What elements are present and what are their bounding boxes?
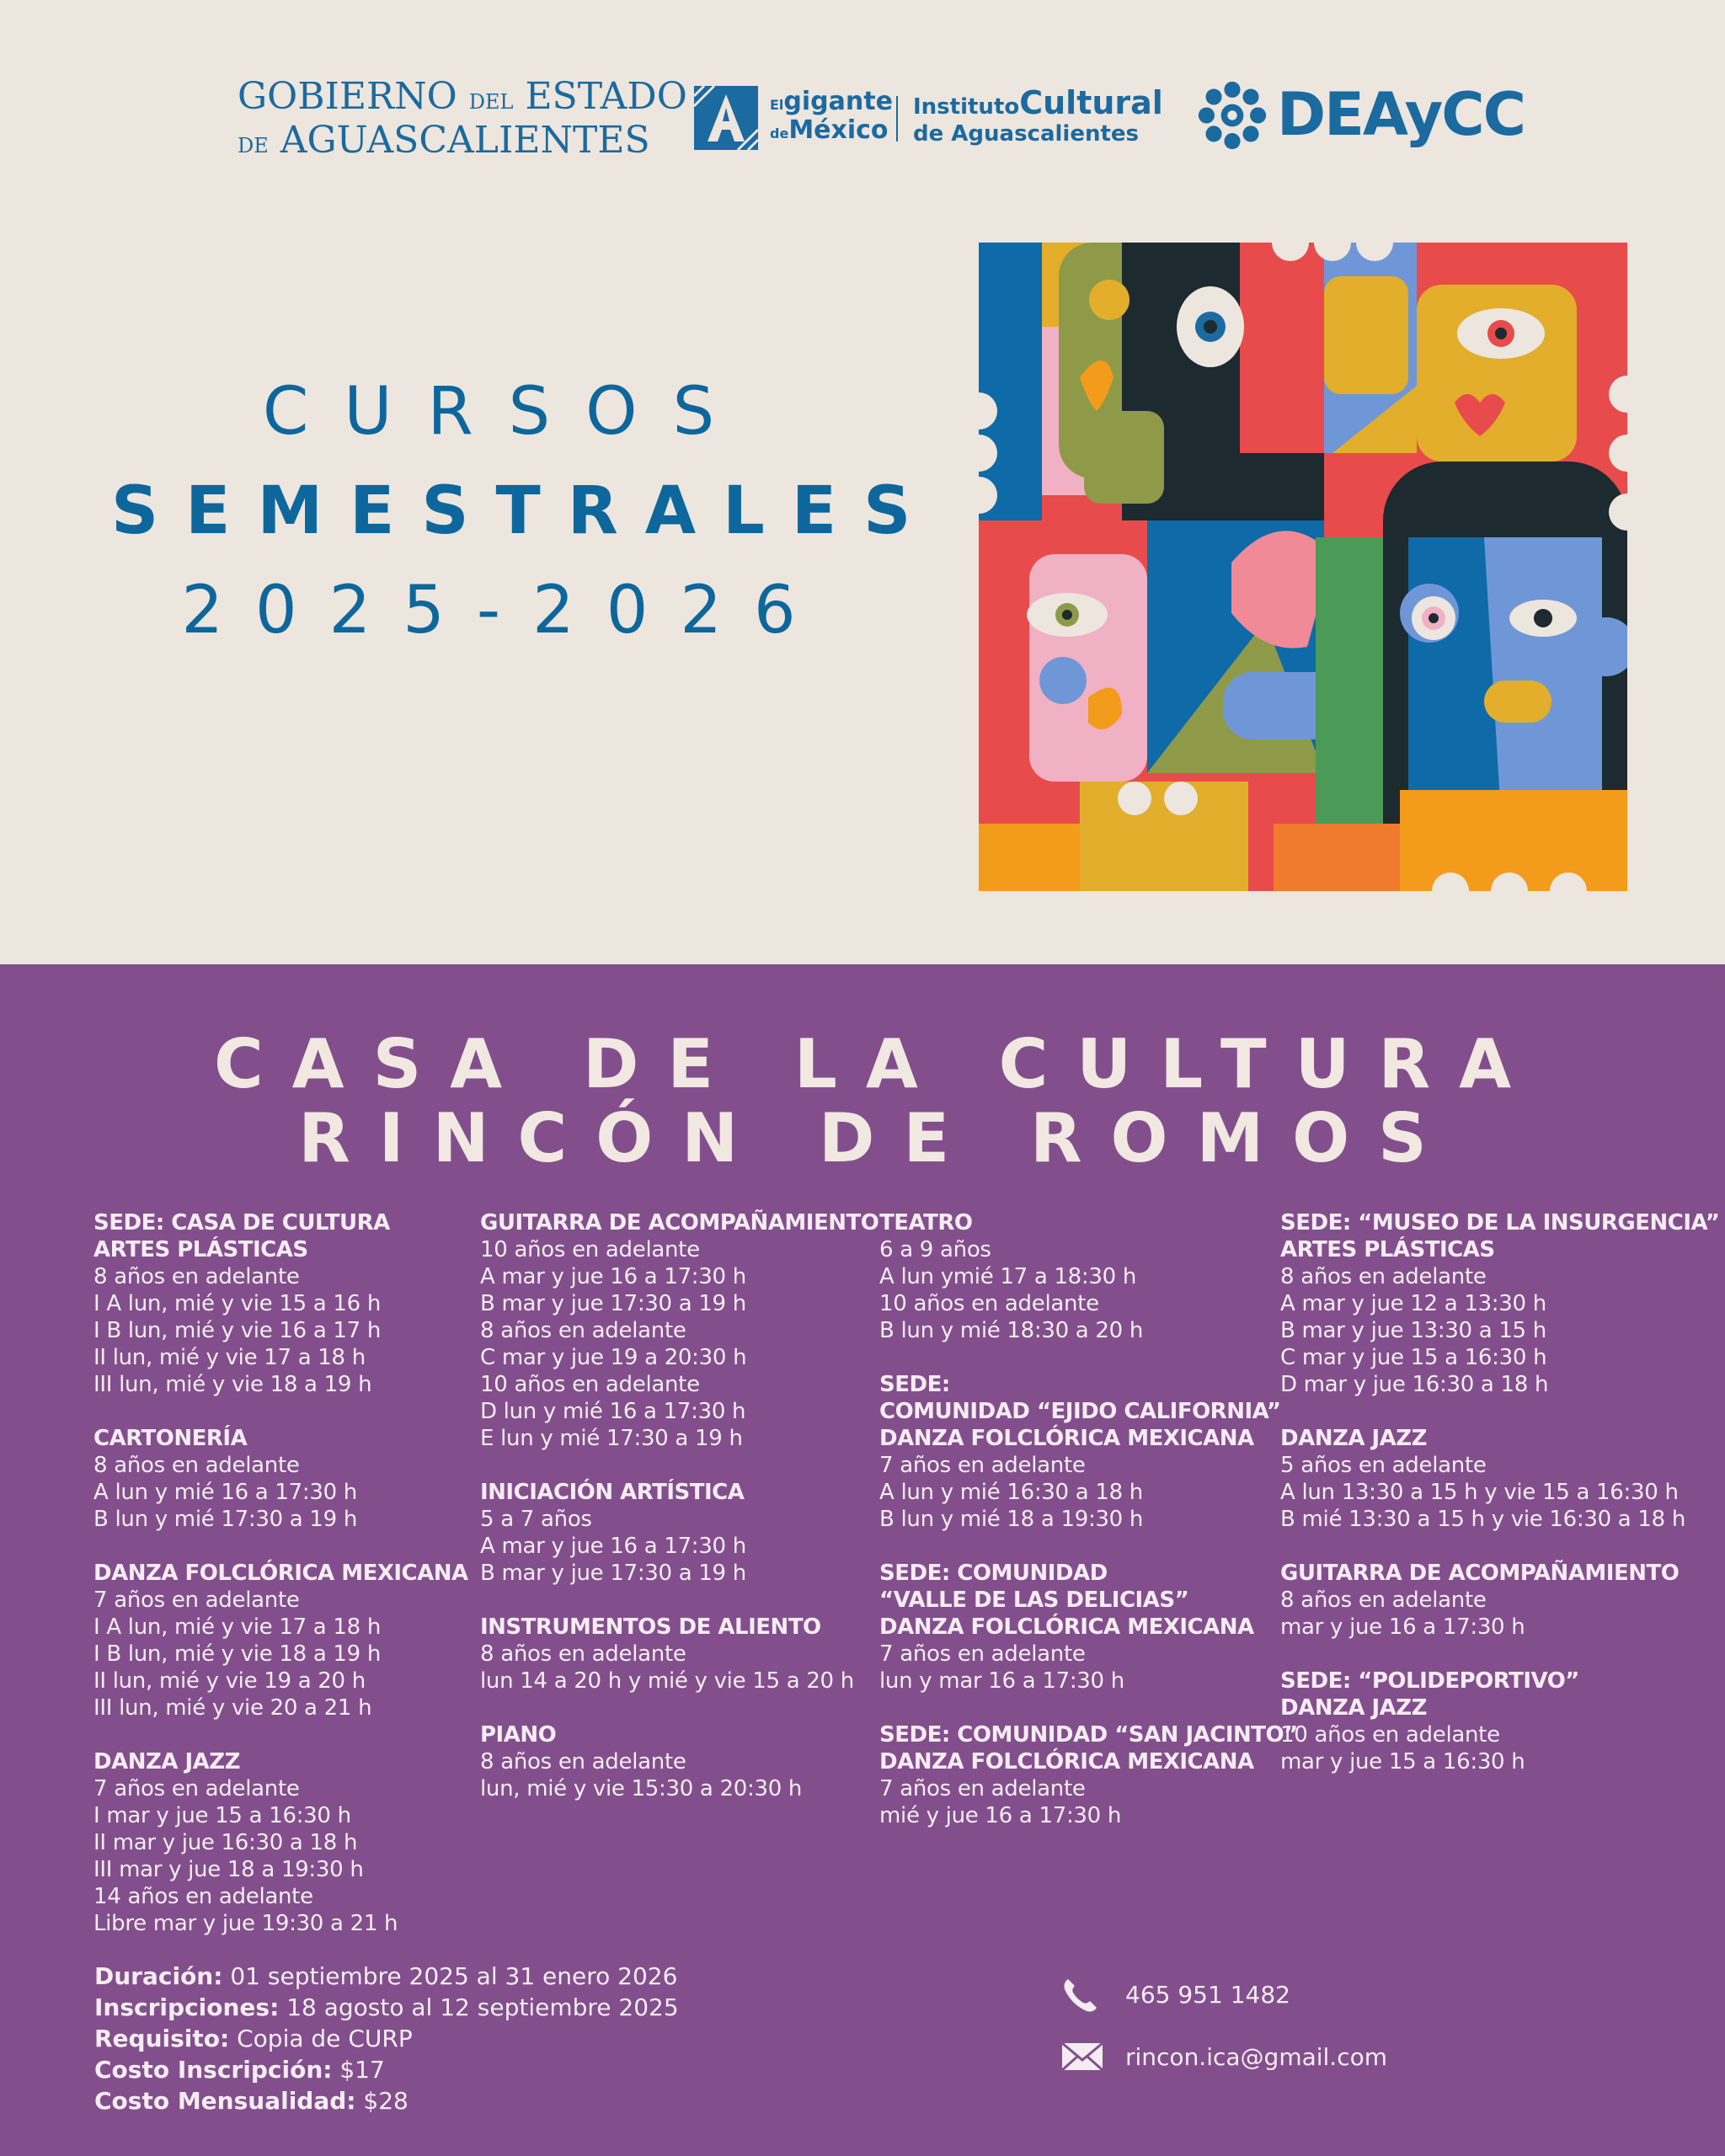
course-heading: SEDE: — [879, 1372, 950, 1397]
schedule-line: lun, mié y vie 15:30 a 20:30 h — [480, 1776, 803, 1801]
envelope-icon — [1061, 2038, 1103, 2075]
monthly-cost-row: Costo Mensualidad: $28 — [94, 2087, 409, 2115]
course-block — [93, 1209, 464, 1398]
course-heading: SEDE: “MUSEO DE LA INSURGENCIA” — [1280, 1210, 1720, 1235]
schedule-line: A mar y jue 16 a 17:30 h — [480, 1264, 746, 1289]
schedule-line: A lun 13:30 a 15 h y vie 15 a 16:30 h — [1280, 1480, 1679, 1505]
course-title: CURSOS SEMESTRALES 2025-2026 — [111, 374, 938, 648]
schedule-line: D lun y mié 16 a 17:30 h — [480, 1399, 746, 1424]
letter-a-logo-icon — [692, 84, 760, 152]
logo-separator — [896, 96, 898, 141]
course-heading: “VALLE DE LAS DELICIAS” — [879, 1588, 1189, 1613]
course-heading: TEATRO — [879, 1210, 973, 1235]
schedule-line: 8 años en adelante — [480, 1641, 686, 1667]
course-heading: DANZA JAZZ — [93, 1749, 240, 1774]
schedule-line: D mar y jue 16:30 a 18 h — [1280, 1372, 1549, 1397]
schedule-line: 10 años en adelante — [480, 1372, 700, 1397]
course-heading: DANZA FOLCLÓRICA MEXICANA — [879, 1426, 1254, 1451]
schedule-line: 6 a 9 años — [879, 1237, 991, 1262]
schedule-line: 10 años en adelante — [879, 1291, 1099, 1316]
gobierno-logo: GOBIERNO DEL ESTADO DE AGUASCALIENTES — [238, 75, 687, 162]
course-heading: GUITARRA DE ACOMPAÑAMIENTO — [1280, 1561, 1680, 1586]
schedule-line: I B lun, mié y vie 16 a 17 h — [93, 1318, 382, 1343]
phone-number[interactable]: 465 951 1482 — [1125, 1981, 1290, 2009]
schedule-line: II lun, mié y vie 19 a 20 h — [93, 1668, 366, 1694]
schedule-line: 7 años en adelante — [93, 1776, 300, 1801]
course-heading: SEDE: “POLIDEPORTIVO” — [1280, 1668, 1579, 1694]
course-block — [93, 1560, 468, 1721]
course-block — [1280, 1668, 1701, 1775]
course-block — [1280, 1209, 1720, 1398]
schedule-line: lun 14 a 20 h y mié y vie 15 a 20 h — [480, 1668, 854, 1694]
schedule-line: mar y jue 16 a 17:30 h — [1280, 1614, 1525, 1640]
schedule-line: I A lun, mié y vie 17 a 18 h — [93, 1614, 382, 1640]
schedule-line: I B lun, mié y vie 18 a 19 h — [93, 1641, 382, 1667]
schedule-line: III lun, mié y vie 18 a 19 h — [93, 1372, 372, 1397]
course-block — [879, 1209, 1275, 1344]
course-heading: DANZA FOLCLÓRICA MEXICANA — [879, 1614, 1254, 1640]
schedule-line: A lun ymié 17 a 18:30 h — [879, 1264, 1137, 1289]
schedule-line: 7 años en adelante — [879, 1453, 1086, 1478]
schedule-line: B mié 13:30 a 15 h y vie 16:30 a 18 h — [1280, 1507, 1686, 1532]
schedule-line: B mar y jue 17:30 a 19 h — [480, 1561, 746, 1586]
schedule-line: B mar y jue 17:30 a 19 h — [480, 1291, 746, 1316]
header-section — [0, 0, 1725, 964]
course-heading: COMUNIDAD “EJIDO CALIFORNIA” — [879, 1399, 1281, 1424]
schedule-line: 8 años en adelante — [1280, 1588, 1487, 1613]
registration-cost-row: Costo Inscripción: $17 — [94, 2056, 385, 2084]
schedule-line: mié y jue 16 a 17:30 h — [879, 1803, 1122, 1828]
schedule-line: A mar y jue 16 a 17:30 h — [480, 1534, 746, 1559]
course-heading: SEDE: COMUNIDAD — [879, 1561, 1108, 1586]
schedule-line: mar y jue 15 a 16:30 h — [1280, 1749, 1525, 1774]
schedule-line: III lun, mié y vie 20 a 21 h — [93, 1695, 372, 1721]
course-heading: SEDE: CASA DE CULTURA — [93, 1210, 390, 1235]
course-heading: ARTES PLÁSTICAS — [93, 1237, 308, 1262]
course-heading: INICIACIÓN ARTÍSTICA — [480, 1480, 745, 1505]
schedule-line: A lun y mié 16:30 a 18 h — [879, 1480, 1143, 1505]
course-block — [1280, 1425, 1701, 1533]
course-block — [480, 1479, 859, 1587]
schedule-line: 8 años en adelante — [480, 1749, 686, 1774]
course-block — [480, 1209, 879, 1452]
schedule-line: I A lun, mié y vie 15 a 16 h — [93, 1291, 382, 1316]
course-block — [879, 1721, 1298, 1829]
schedule-line: B lun y mié 18 a 19:30 h — [879, 1507, 1144, 1532]
schedule-line: 8 años en adelante — [1280, 1264, 1487, 1289]
course-heading: SEDE: COMUNIDAD “SAN JACINTO” — [879, 1722, 1298, 1748]
course-heading: DANZA JAZZ — [1280, 1695, 1427, 1721]
deaycc-logo: DEAyCC — [1196, 77, 1491, 153]
course-block — [879, 1560, 1275, 1694]
schedule-line: lun y mar 16 a 17:30 h — [879, 1668, 1124, 1694]
schedule-line: A mar y jue 12 a 13:30 h — [1280, 1291, 1546, 1316]
schedule-line: C mar y jue 15 a 16:30 h — [1280, 1345, 1547, 1370]
course-heading: PIANO — [480, 1722, 557, 1748]
schedule-line: E lun y mié 17:30 a 19 h — [480, 1426, 743, 1451]
flower-people-icon — [1196, 77, 1268, 153]
course-heading: INSTRUMENTOS DE ALIENTO — [480, 1614, 821, 1640]
courses-column-2 — [480, 1209, 879, 1829]
schedule-line: I mar y jue 15 a 16:30 h — [93, 1803, 351, 1828]
schedule-line: B mar y jue 13:30 a 15 h — [1280, 1318, 1546, 1343]
schedule-line: II mar y jue 16:30 a 18 h — [93, 1830, 358, 1855]
courses-column-3 — [879, 1209, 1298, 1856]
email-address[interactable]: rincon.ica@gmail.com — [1125, 2043, 1388, 2071]
course-heading: GUITARRA DE ACOMPAÑAMIENTO — [480, 1210, 879, 1235]
schedule-line: 5 años en adelante — [1280, 1453, 1487, 1478]
course-block — [1280, 1560, 1701, 1641]
course-info-footer — [94, 1961, 679, 2116]
venue-title: CASA DE LA CULTURA RINCÓN DE ROMOS — [213, 1025, 1541, 1177]
instituto-cultural-logo: Elgigante deMéxico InstitutoCultural de Aguascalientes — [692, 84, 1114, 153]
schedule-line: 7 años en adelante — [93, 1588, 300, 1613]
requirement-row: Requisito: Copia de CURP — [94, 2025, 413, 2052]
schedule-line: 5 a 7 años — [480, 1507, 592, 1532]
schedule-line: 10 años en adelante — [480, 1237, 700, 1262]
schedule-line: 8 años en adelante — [480, 1318, 686, 1343]
schedule-line: II lun, mié y vie 17 a 18 h — [93, 1345, 366, 1370]
course-block — [480, 1614, 859, 1694]
course-block — [93, 1425, 464, 1533]
schedule-line: 7 años en adelante — [879, 1776, 1086, 1801]
schedule-line: 8 años en adelante — [93, 1264, 300, 1289]
schedule-line: 10 años en adelante — [1280, 1722, 1500, 1748]
schedule-line: 14 años en adelante — [93, 1884, 313, 1909]
phone-icon — [1061, 1976, 1103, 2013]
duration-row: Duración: 01 septiembre 2025 al 31 enero 2026 — [94, 1962, 678, 1990]
schedule-line: C mar y jue 19 a 20:30 h — [480, 1345, 747, 1370]
schedule-line: A lun y mié 16 a 17:30 h — [93, 1480, 357, 1505]
courses-column-1 — [93, 1209, 468, 1964]
course-heading: ARTES PLÁSTICAS — [1280, 1237, 1495, 1262]
schedule-line: III mar y jue 18 a 19:30 h — [93, 1857, 364, 1882]
course-block — [93, 1748, 464, 1937]
course-heading: CARTONERÍA — [93, 1426, 248, 1451]
course-heading: DANZA JAZZ — [1280, 1426, 1427, 1451]
schedule-line: Libre mar y jue 19:30 a 21 h — [93, 1911, 398, 1936]
schedule-line: 7 años en adelante — [879, 1641, 1086, 1667]
abstract-faces-illustration — [979, 243, 1627, 891]
course-heading: DANZA FOLCLÓRICA MEXICANA — [879, 1749, 1254, 1774]
schedule-line: B lun y mié 18:30 a 20 h — [879, 1318, 1144, 1343]
courses-column-4 — [1280, 1209, 1720, 1802]
schedule-line: B lun y mié 17:30 a 19 h — [93, 1507, 358, 1532]
registration-row: Inscripciones: 18 agosto al 12 septiembre 2025 — [94, 1993, 679, 2021]
course-block — [879, 1371, 1281, 1533]
course-block — [480, 1721, 859, 1802]
schedule-line: 8 años en adelante — [93, 1453, 300, 1478]
course-heading: DANZA FOLCLÓRICA MEXICANA — [93, 1561, 468, 1586]
